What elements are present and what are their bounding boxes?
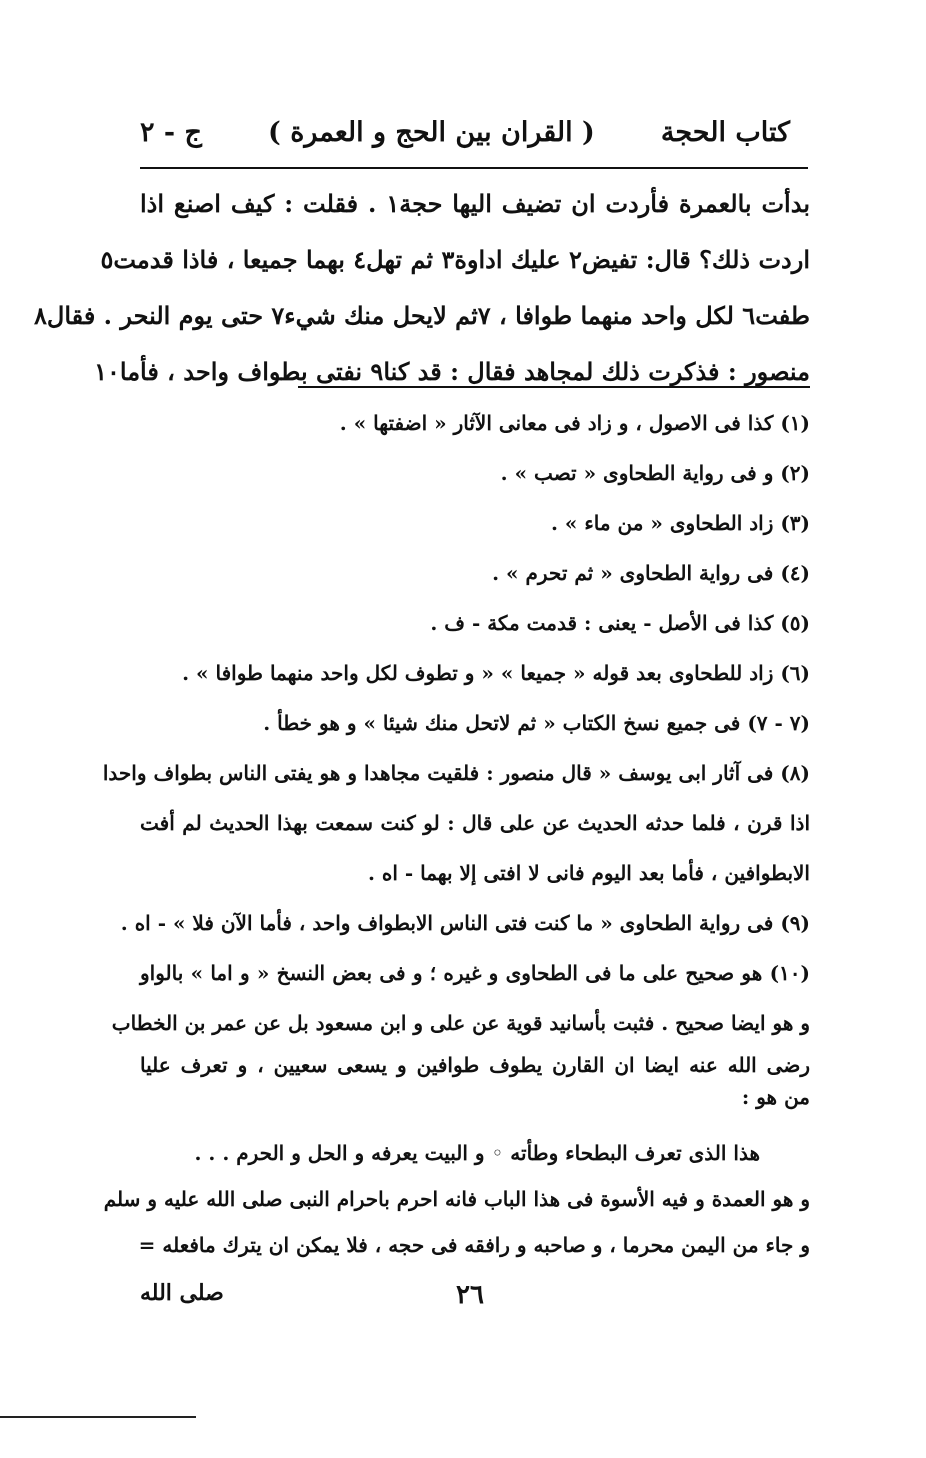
volume-label: ج - ٢ xyxy=(140,116,202,148)
footnote-line: رضى الله عنه ايضا ان القارن يطوف طوافين و يسعى سعيين ، و تعرف عليا xyxy=(140,1053,810,1077)
catchword: صلى الله xyxy=(140,1280,224,1306)
text-line: اردت ذلك؟ قال: تفيض٢ عليك اداوة٣ ثم تهل٤ بهما جميعا ، فاذا قدمت٥ xyxy=(100,245,810,274)
footnote-line: (١) كذا فى الاصول ، و زاد فى معانى الآثار « اضفتها » . xyxy=(339,411,810,435)
footnote-line: (٨) فى آثار ابى يوسف « قال منصور : فلقيت مجاهدا و هو يفتى الناس بطواف واحدا xyxy=(102,761,810,785)
page-number: ٢٦ xyxy=(456,1280,484,1310)
footnote-line: (٦) زاد للطحاوى بعد قوله « جميعا » « و تطوف لكل واحد منهما طوافا » . xyxy=(182,661,810,685)
footnote-line: (٣) زاد الطحاوى « من ماء » . xyxy=(550,511,810,535)
footnote-line: (٢) و فى رواية الطحاوى « تصب » . xyxy=(500,461,810,485)
footnote-line: (٤) فى رواية الطحاوى « ثم تحرم » . xyxy=(492,561,810,585)
footnote-line: (٩) فى رواية الطحاوى « ما كنت فتى الناس الابطواف واحد ، فأما الآن فلا » - اه . xyxy=(120,911,810,935)
text-line: طفت٦ لكل واحد منهما طوافا ، ٧ثم لايحل منك شيء٧ حتى يوم النحر . فقال٨ xyxy=(34,301,810,330)
footnote-line: اذا قرن ، فلما حدثه الحديث عن على قال : لو كنت سمعت بهذا الحديث لم أفت xyxy=(140,811,810,835)
main-text xyxy=(34,176,810,400)
footnote-line: و هو ايضا صحيح . فثبت بأسانيد قوية عن على و ابن مسعود بل عن عمر بن الخطاب xyxy=(111,1011,810,1035)
footnote-line: و جاء من اليمن محرما ، و صاحبه و رافقه فى حجه ، فلا يمكن ان يترك مافعله = xyxy=(138,1233,810,1257)
header-rule xyxy=(140,167,808,169)
footnote-continuation xyxy=(103,1130,810,1268)
book-title: كتاب الحجة xyxy=(660,116,790,148)
footnote-line: (٥) كذا فى الأصل - يعنى : قدمت مكة - ف . xyxy=(430,611,810,635)
running-header xyxy=(140,108,790,156)
footnote-line: (١٠) هو صحيح على ما فى الطحاوى و غيره ؛ و فى بعض النسخ « و اما » بالواو xyxy=(140,961,810,985)
footnotes xyxy=(102,398,810,1112)
footnote-line: من هو : xyxy=(741,1085,810,1109)
footnote-rule xyxy=(298,386,810,388)
scan-edge-line xyxy=(0,1416,196,1418)
footnote-line: و هو العمدة و فيه الأسوة فى هذا الباب فانه احرم باحرام النبى صلى الله عليه و سلم xyxy=(103,1187,810,1211)
footnote-line: الابطوافين ، فأما بعد اليوم فانى لا افتى إلا بهما - اه . xyxy=(367,861,810,885)
chapter-title: ( القران بين الحج و العمرة ) xyxy=(268,116,595,148)
text-line: منصور : فذكرت ذلك لمجاهد فقال : قد كنا٩ نفتى بطواف واحد ، فأما١٠ xyxy=(94,357,810,386)
footnote-line: (٧ - ٧) فى جميع نسخ الكتاب « ثم لاتحل منك شيئا » و هو خطأ . xyxy=(263,711,810,735)
text-line: بدأت بالعمرة فأردت ان تضيف اليها حجة١ . فقلت : كيف اصنع اذا xyxy=(140,189,810,218)
verse-line: هذا الذى تعرف البطحاء وطأته ◦ و البيت يعرفه و الحل و الحرم . . . xyxy=(194,1141,760,1165)
